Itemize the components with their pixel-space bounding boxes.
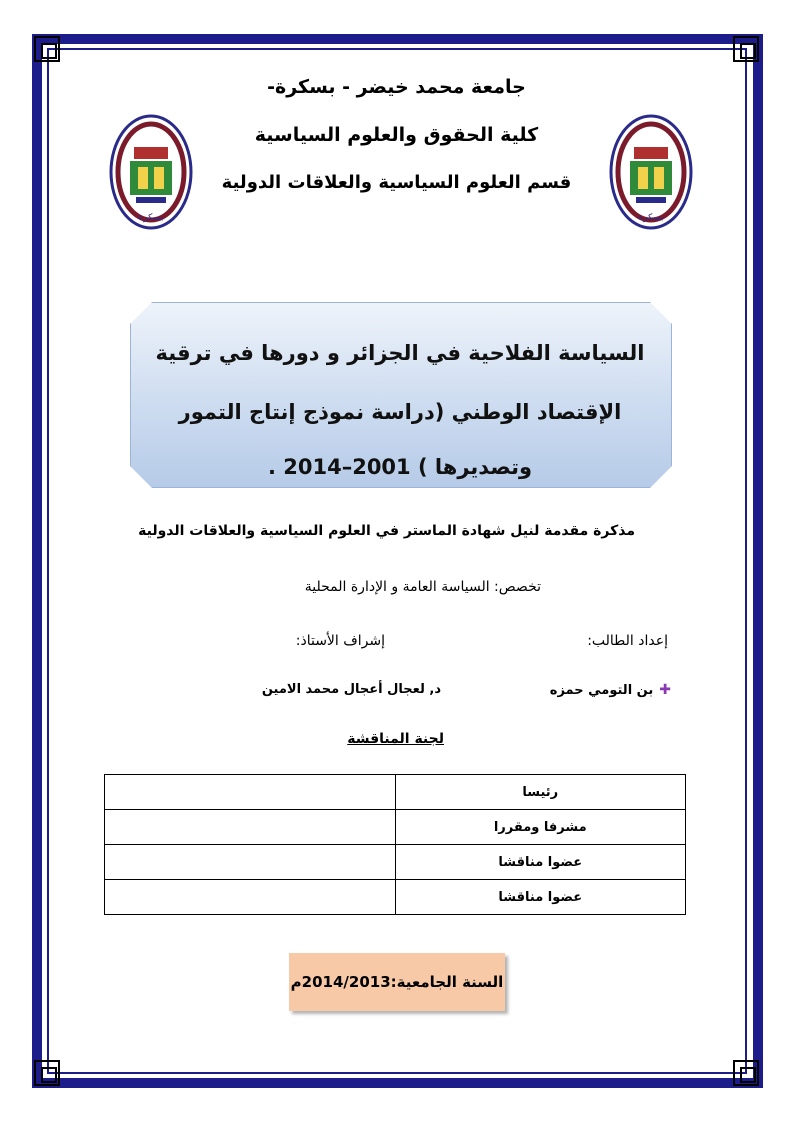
bullet-icon: ✚ bbox=[659, 682, 671, 698]
member-name-cell bbox=[105, 845, 396, 880]
committee-heading: لجنة المناقشة bbox=[347, 731, 444, 747]
corner-ornament bbox=[733, 1060, 759, 1086]
member-role-cell: رئيسا bbox=[395, 775, 686, 810]
committee-table bbox=[104, 774, 686, 915]
member-role-cell: مشرفا ومقررا bbox=[395, 810, 686, 845]
faculty-name: كلية الحقوق والعلوم السياسية bbox=[254, 124, 539, 146]
table-row bbox=[105, 880, 686, 915]
member-name-cell bbox=[105, 775, 396, 810]
thesis-note: مذكرة مقدمة لنيل شهادة الماستر في العلوم السياسية والعلاقات الدولية bbox=[138, 523, 635, 539]
university-seal-icon bbox=[108, 113, 194, 231]
student-label: إعداد الطالب: bbox=[587, 633, 668, 649]
table-row bbox=[105, 775, 686, 810]
thesis-title-line-3: وتصديرها ) 2001–2014 . bbox=[267, 455, 533, 479]
svg-text:بسكرة: بسكرة bbox=[138, 213, 164, 223]
member-role-cell: عضوا مناقشا bbox=[395, 880, 686, 915]
university-name: جامعة محمد خيضر - بسكرة- bbox=[267, 76, 526, 98]
academic-year-label: السنة الجامعية: bbox=[390, 973, 504, 991]
thesis-title-line-1: السياسة الفلاحية في الجزائر و دورها في ترقية bbox=[155, 341, 645, 365]
member-name-cell bbox=[105, 880, 396, 915]
university-seal-icon bbox=[608, 113, 694, 231]
corner-ornament bbox=[34, 1060, 60, 1086]
svg-text:بسكرة: بسكرة bbox=[638, 213, 664, 223]
table-row bbox=[105, 845, 686, 880]
supervisor-label: إشراف الأستاذ: bbox=[295, 633, 385, 649]
academic-year-value: 2014/2013م bbox=[290, 973, 391, 991]
table-row bbox=[105, 810, 686, 845]
corner-ornament bbox=[733, 36, 759, 62]
member-role-cell: عضوا مناقشا bbox=[395, 845, 686, 880]
specialization: تخصص: السياسة العامة و الإدارة المحلية bbox=[304, 579, 541, 595]
corner-ornament bbox=[34, 36, 60, 62]
academic-year-box bbox=[289, 953, 505, 1011]
member-name-cell bbox=[105, 810, 396, 845]
supervisor-name: د, لعجال أعجال محمد الامين bbox=[261, 682, 441, 697]
thesis-title-line-2: الإقتصاد الوطني (دراسة نموذج إنتاج التمور bbox=[178, 400, 622, 424]
department-name: قسم العلوم السياسية والعلاقات الدولية bbox=[221, 172, 572, 193]
student-entry bbox=[550, 682, 671, 698]
student-name: بن التومي حمزه bbox=[549, 682, 654, 698]
